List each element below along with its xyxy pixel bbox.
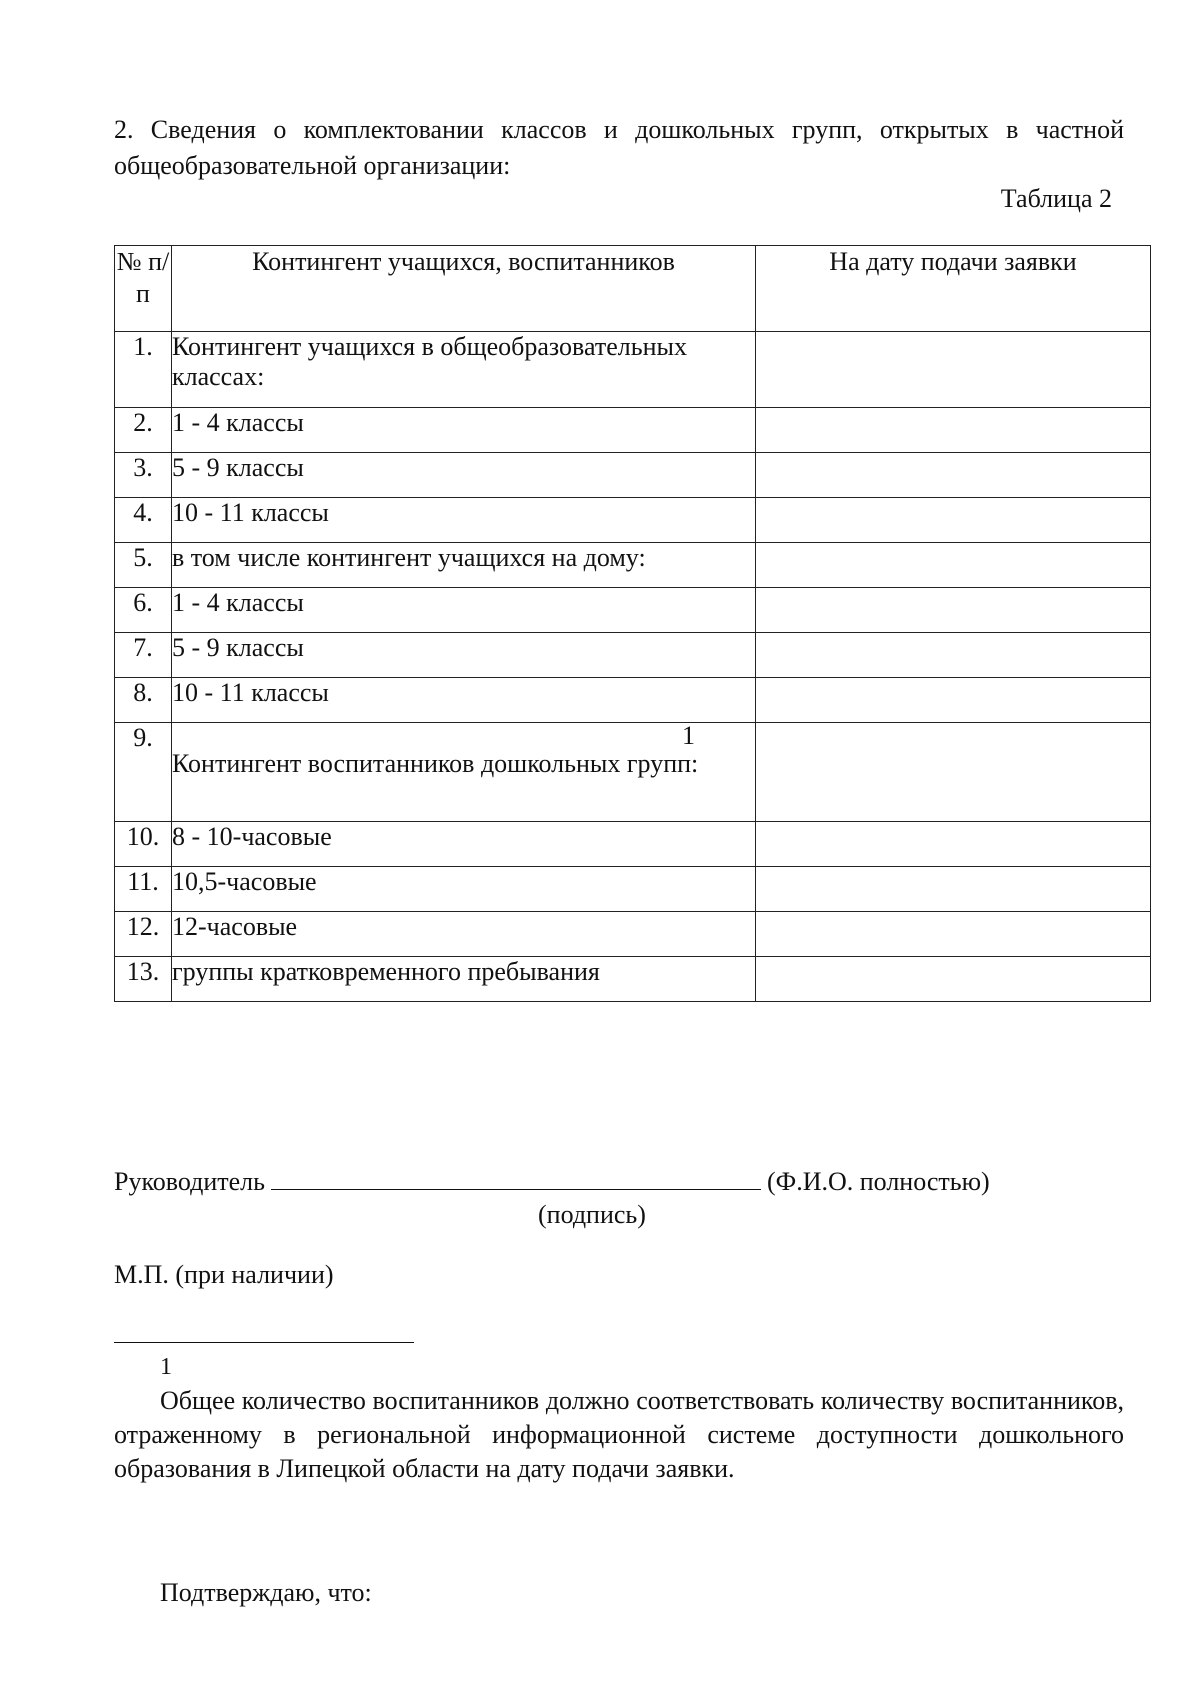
header-contingent: Контингент учащихся, воспитанников bbox=[172, 246, 756, 332]
table-row bbox=[115, 678, 1151, 723]
row-label: Контингент воспитанников дошкольных групп: bbox=[172, 749, 699, 778]
row-num: 4. bbox=[115, 498, 172, 543]
row-num: 9. bbox=[115, 723, 172, 822]
table-row bbox=[115, 822, 1151, 867]
row-label: 10 - 11 классы bbox=[172, 498, 756, 543]
table-header-row bbox=[115, 246, 1151, 332]
table-row bbox=[115, 723, 1151, 822]
row-label: 8 - 10-часовые bbox=[172, 822, 756, 867]
header-num: № п/п bbox=[115, 246, 172, 332]
row-num: 8. bbox=[115, 678, 172, 723]
stamp-note: М.П. (при наличии) bbox=[114, 1260, 334, 1289]
contingent-table bbox=[114, 245, 1151, 1002]
row-num: 10. bbox=[115, 822, 172, 867]
row-value bbox=[756, 543, 1151, 588]
signature-line bbox=[271, 1163, 761, 1190]
row-label: группы кратковременного пребывания bbox=[172, 957, 756, 1002]
footnote-number: 1 bbox=[160, 1354, 172, 1380]
signature-row bbox=[114, 1163, 990, 1200]
row-label: 1 - 4 классы bbox=[172, 588, 756, 633]
row-label: в том числе контингент учащихся на дому: bbox=[172, 543, 756, 588]
footnote-text: Общее количество воспитанников должно соответствовать количеству воспитанников, отраженному в региональной информационной системе доступности дошкольного образования в Липецкой области на дату подачи заявки. bbox=[114, 1386, 1124, 1483]
table-label: Таблица 2 bbox=[1000, 184, 1112, 213]
row-value bbox=[756, 912, 1151, 957]
row-num: 13. bbox=[115, 957, 172, 1002]
row-label: 1 - 4 классы bbox=[172, 408, 756, 453]
row-num: 1. bbox=[115, 332, 172, 408]
row-label: 5 - 9 классы bbox=[172, 453, 756, 498]
header-date: На дату подачи заявки bbox=[756, 246, 1151, 332]
row-value bbox=[756, 678, 1151, 723]
row-value bbox=[756, 332, 1151, 408]
row-label: Контингент учащихся в общеобразовательных классах: bbox=[172, 332, 756, 408]
table-row bbox=[115, 957, 1151, 1002]
signature-caption: (подпись) bbox=[538, 1200, 646, 1229]
row-value bbox=[756, 498, 1151, 543]
table-row bbox=[115, 453, 1151, 498]
table-row bbox=[115, 867, 1151, 912]
signatory-role: Руководитель bbox=[114, 1167, 265, 1196]
footnote-reference: 1 bbox=[682, 721, 695, 750]
confirmation-lead: Подтверждаю, что: bbox=[160, 1578, 372, 1607]
row-num: 5. bbox=[115, 543, 172, 588]
row-num: 7. bbox=[115, 633, 172, 678]
table-row bbox=[115, 543, 1151, 588]
table-row bbox=[115, 408, 1151, 453]
row-num: 11. bbox=[115, 867, 172, 912]
row-value bbox=[756, 453, 1151, 498]
row-label: 10 - 11 классы bbox=[172, 678, 756, 723]
table-row bbox=[115, 912, 1151, 957]
row-label-cell bbox=[172, 723, 756, 822]
row-label: 12-часовые bbox=[172, 912, 756, 957]
row-value bbox=[756, 633, 1151, 678]
table-row bbox=[115, 498, 1151, 543]
row-num: 2. bbox=[115, 408, 172, 453]
row-value bbox=[756, 408, 1151, 453]
name-hint: (Ф.И.О. полностью) bbox=[767, 1167, 990, 1196]
row-value bbox=[756, 588, 1151, 633]
table-row bbox=[115, 588, 1151, 633]
section-heading: 2. Сведения о комплектовании классов и дошкольных групп, открытых в частной общеобразовательной организации: bbox=[114, 115, 1124, 180]
table-row bbox=[115, 633, 1151, 678]
row-num: 6. bbox=[115, 588, 172, 633]
table-row bbox=[115, 332, 1151, 408]
row-value bbox=[756, 822, 1151, 867]
row-value bbox=[756, 723, 1151, 822]
row-label: 5 - 9 классы bbox=[172, 633, 756, 678]
row-num: 3. bbox=[115, 453, 172, 498]
row-value bbox=[756, 867, 1151, 912]
row-num: 12. bbox=[115, 912, 172, 957]
row-value bbox=[756, 957, 1151, 1002]
row-label: 10,5-часовые bbox=[172, 867, 756, 912]
footnote-divider bbox=[114, 1342, 414, 1343]
